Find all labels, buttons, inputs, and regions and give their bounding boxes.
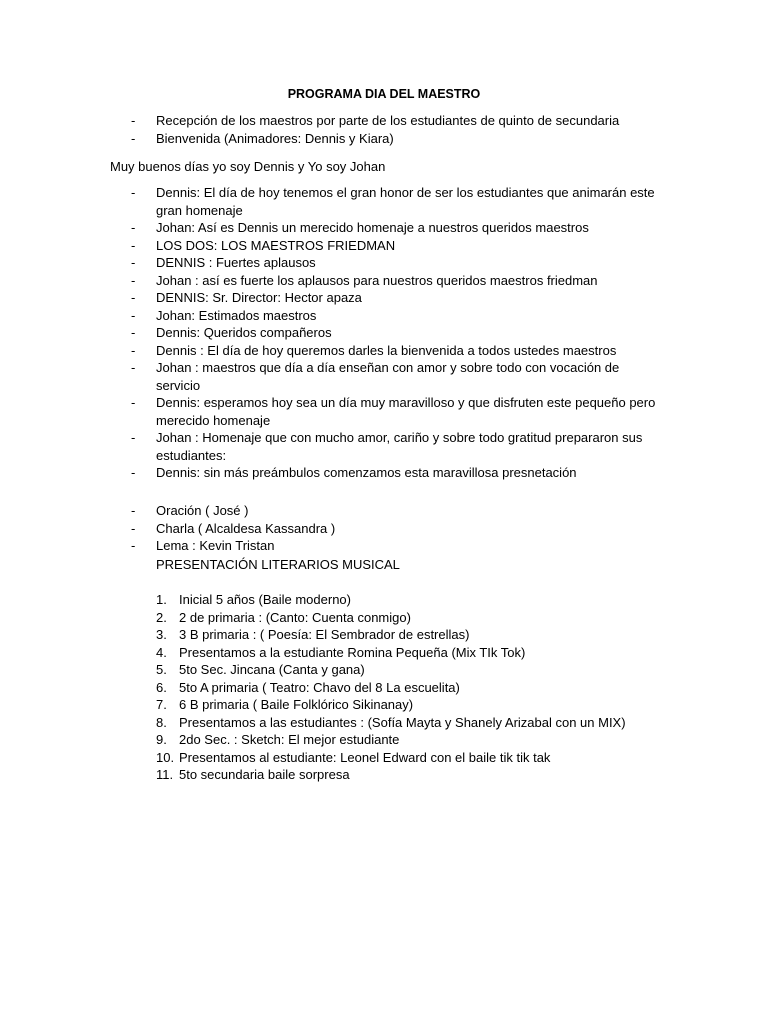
item-text: 5to A primaria ( Teatro: Chavo del 8 La escuelita) — [179, 679, 460, 695]
list-item — [0, 394, 656, 429]
intro-list — [0, 112, 656, 147]
list-item-text: LOS DOS: LOS MAESTROS FRIEDMAN — [156, 237, 396, 253]
section-heading: PRESENTACIÓN LITERARIOS MUSICAL — [156, 557, 400, 572]
item-number: 10. — [156, 749, 175, 765]
list-item — [0, 254, 656, 272]
item-number: 5. — [156, 662, 167, 677]
numbered-item — [0, 626, 626, 644]
list-item-text: Johan: Estimados maestros — [156, 307, 317, 323]
numbered-item — [0, 766, 626, 784]
item-number: 1. — [156, 592, 167, 607]
bullet-dash: - — [131, 325, 136, 340]
list-item — [0, 502, 656, 520]
bullet-dash: - — [131, 520, 136, 536]
item-number: 2. — [156, 609, 167, 625]
numbered-item — [0, 714, 626, 732]
list-item — [0, 112, 656, 130]
list-item — [0, 537, 656, 555]
list-item-text: Charla ( Alcaldesa Kassandra ) — [156, 520, 336, 536]
item-text: Presentamos a las estudiantes : (Sofía Mayta y Shanely Arizabal con un MIX) — [179, 714, 626, 730]
list-item — [0, 520, 656, 538]
numbered-item — [0, 731, 626, 749]
item-number: 9. — [156, 732, 167, 747]
list-item-text: Bienvenida (Animadores: Dennis y Kiara) — [156, 130, 394, 146]
numbered-item — [0, 661, 626, 679]
item-number: 8. — [156, 714, 167, 730]
item-text: Inicial 5 años (Baile moderno) — [179, 592, 351, 607]
numbered-item — [0, 644, 626, 662]
list-item — [0, 130, 656, 148]
program-list — [0, 502, 656, 555]
numbered-item — [0, 749, 626, 767]
numbered-item — [0, 591, 626, 609]
bullet-dash: - — [131, 465, 136, 480]
list-item — [0, 464, 656, 482]
list-item-text: Dennis: sin más preámbulos comenzamos esta maravillosa presnetación — [156, 465, 577, 480]
presentation-list — [0, 591, 626, 784]
item-number: 4. — [156, 644, 167, 660]
list-item-text: Johan : Homenaje que con mucho amor, cariño y sobre todo gratitud prepararon sus estudiantes: — [156, 430, 643, 463]
numbered-item — [0, 696, 626, 714]
item-text: 2do Sec. : Sketch: El mejor estudiante — [179, 732, 400, 747]
numbered-item — [0, 679, 626, 697]
list-item — [0, 289, 656, 307]
item-number: 3. — [156, 627, 167, 642]
bullet-dash: - — [131, 538, 136, 553]
list-item-text: Dennis: El día de hoy tenemos el gran honor de ser los estudiantes que animarán este gran homenaje — [156, 185, 655, 218]
item-text: 5to secundaria baile sorpresa — [179, 767, 350, 782]
item-text: 6 B primaria ( Baile Folklórico Sikinanay) — [179, 697, 414, 712]
bullet-dash: - — [131, 342, 136, 358]
bullet-dash: - — [131, 307, 136, 323]
list-item-text: Johan : así es fuerte los aplausos para nuestros queridos maestros friedman — [156, 272, 598, 288]
list-item — [0, 307, 656, 325]
list-item — [0, 237, 656, 255]
item-number: 7. — [156, 697, 167, 712]
list-item — [0, 324, 656, 342]
list-item — [0, 359, 656, 394]
list-item-text: Johan: Así es Dennis un merecido homenaje a nuestros queridos maestros — [156, 220, 589, 235]
item-text: 3 B primaria : ( Poesía: El Sembrador de estrellas) — [179, 627, 470, 642]
bullet-dash: - — [131, 430, 136, 445]
bullet-dash: - — [131, 185, 136, 200]
bullet-dash: - — [131, 130, 136, 146]
document-title: PROGRAMA DIA DEL MAESTRO — [287, 87, 481, 101]
item-number: 11. — [156, 767, 174, 782]
item-text: Presentamos a la estudiante Romina Pequeña (Mix TIk Tok) — [179, 644, 526, 660]
item-number: 6. — [156, 679, 167, 695]
item-text: 2 de primaria : (Canto: Cuenta conmigo) — [179, 609, 411, 625]
bullet-dash: - — [131, 237, 136, 253]
bullet-dash: - — [131, 290, 136, 305]
list-item — [0, 429, 656, 464]
bullet-dash: - — [131, 395, 136, 410]
list-item-text: Lema : Kevin Tristan — [156, 538, 275, 553]
bullet-dash: - — [131, 255, 136, 270]
list-item — [0, 342, 656, 360]
list-item — [0, 184, 656, 219]
numbered-item — [0, 609, 626, 627]
list-item-text: Dennis : El día de hoy queremos darles la bienvenida a todos ustedes maestros — [156, 342, 617, 358]
bullet-dash: - — [131, 503, 136, 518]
bullet-dash: - — [131, 360, 136, 375]
item-text: Presentamos al estudiante: Leonel Edward con el baile tik tik tak — [179, 749, 551, 765]
bullet-dash: - — [131, 272, 136, 288]
greeting-line: Muy buenos días yo soy Dennis y Yo soy Johan — [110, 159, 386, 174]
item-text: 5to Sec. Jincana (Canta y gana) — [179, 662, 365, 677]
list-item-text: Recepción de los maestros por parte de los estudiantes de quinto de secundaria — [156, 113, 620, 128]
list-item-text: DENNIS: Sr. Director: Hector apaza — [156, 290, 362, 305]
list-item — [0, 219, 656, 237]
list-item-text: Oración ( José ) — [156, 503, 249, 518]
list-item-text: Dennis: Queridos compañeros — [156, 325, 332, 340]
list-item-text: Johan : maestros que día a día enseñan con amor y sobre todo con vocación de servicio — [156, 360, 620, 393]
list-item — [0, 272, 656, 290]
list-item-text: DENNIS : Fuertes aplausos — [156, 255, 316, 270]
list-item-text: Dennis: esperamos hoy sea un día muy maravilloso y que disfruten este pequeño pero merecido homenaje — [156, 395, 656, 428]
bullet-dash: - — [131, 113, 136, 128]
bullet-dash: - — [131, 220, 136, 235]
dialogue-list — [0, 184, 656, 482]
